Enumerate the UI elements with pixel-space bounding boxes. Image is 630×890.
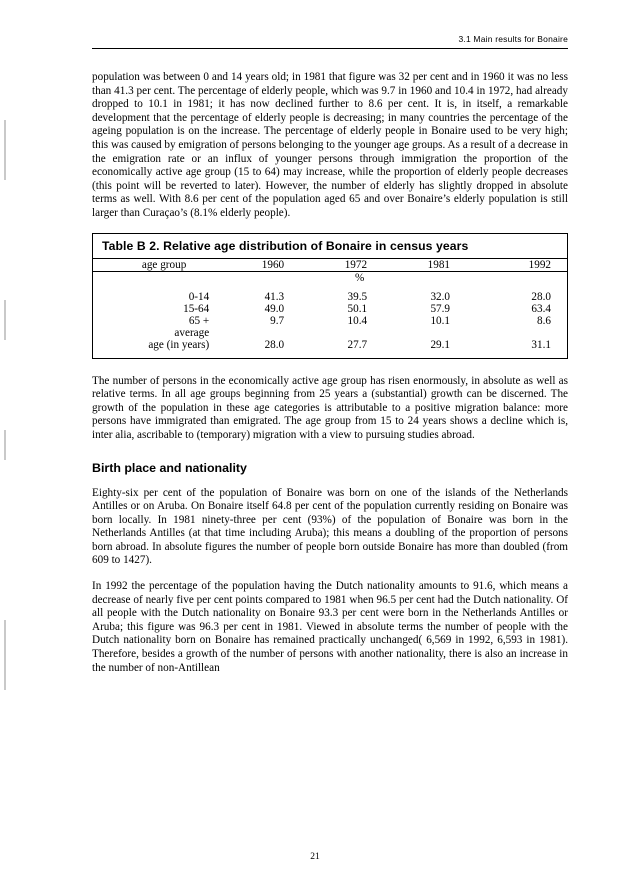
header-rule xyxy=(92,48,568,49)
table-header-row xyxy=(93,259,567,272)
cell-0-14-1981: 32.0 xyxy=(430,290,451,303)
column-header-1972: 1972 xyxy=(344,258,368,271)
table-unit-row xyxy=(93,271,567,284)
table-row xyxy=(93,339,567,351)
paragraph-birth-place: Eighty-six per cent of the population of Bonaire was born on one of the islands of the Netherlands Antilles or on Aruba. On Bonaire itself 64.8 per cent of the population currently residing on Bonaire was born locally. In 1981 ninety-three per cent (93%) of the population of Bonaire was born in the Netherlands Antilles (at that time including Aruba); this means a doubling of the proportion of persons born abroad. In absolute figures the number of people born outside Bonaire has more than doubled (from 609 to 1427). xyxy=(92,486,568,567)
row-label-average: average xyxy=(174,326,210,339)
unit-row-empty xyxy=(93,271,235,284)
cell-15-64-1981: 57.9 xyxy=(430,302,451,315)
cell-65-plus-1981: 10.1 xyxy=(430,314,451,327)
cell-average-1972: 27.7 xyxy=(347,338,368,351)
row-label-65-plus: 65 + xyxy=(188,314,210,327)
cell-average-1981: 29.1 xyxy=(430,338,451,351)
cell-average-1992: 31.1 xyxy=(531,338,551,351)
row-label-average-age: age (in years) xyxy=(148,338,210,351)
cell-15-64-1992: 63.4 xyxy=(531,302,551,315)
paragraph-active-age-group: The number of persons in the economically active age group has risen enormously, in absolute as well as relative terms. In all age groups beginning from 25 years a (substantial) growth can be discerned. The growth of the population in these age categories is attributable to a positive migration balance: more persons have immigrated than emigrated. The age group from 15 to 24 years shows a decline which is, inter alia, ascribable to (temporary) migration with a view to pursuing studies abroad. xyxy=(92,374,568,441)
cell-0-14-1960: 41.3 xyxy=(264,290,285,303)
section-heading-birth-place: Birth place and nationality xyxy=(92,460,247,475)
table-title: Table B 2. Relative age distribution of Bonaire in census years xyxy=(93,234,567,259)
table-bottom-spacer xyxy=(93,351,567,358)
table-corner-label: age group xyxy=(141,258,187,271)
average-spacer-1981 xyxy=(401,327,484,339)
paragraph-nationality: In 1992 the percentage of the population having the Dutch nationality amounts to 91.6, which means a decrease of nearly five per cent points compared to 1981 when 96.5 per cent had the Dutch nationality. Of all people with the Dutch nationality on Bonaire 93.3 per cent were born in the Netherlands Antilles or Aruba; this figure was 96.3 per cent in 1981. Viewed in absolute terms the number of people with the Dutch nationality born on Bonaire has remained practically unchanged( 6,569 in 1992, 6,593 in 1981). Therefore, besides a growth of the number of persons with another nationality, there is also an increase in the number of non-Antillean xyxy=(92,580,568,674)
average-spacer-1960 xyxy=(235,327,318,339)
cell-65-plus-1972: 10.4 xyxy=(347,314,368,327)
average-spacer-1972 xyxy=(318,327,401,339)
cell-65-plus-1960: 9.7 xyxy=(270,314,285,327)
running-head: 3.1 Main results for Bonaire xyxy=(458,34,568,44)
column-header-1960: 1960 xyxy=(261,258,285,271)
unit-label-percent: % xyxy=(235,271,484,284)
table-row-average-label xyxy=(93,327,567,339)
unit-row-empty-right xyxy=(484,271,567,284)
table-row xyxy=(93,291,567,303)
cell-15-64-1960: 49.0 xyxy=(264,302,285,315)
row-label-15-64: 15-64 xyxy=(183,302,210,315)
age-distribution-table xyxy=(93,259,567,358)
row-label-0-14: 0-14 xyxy=(188,290,210,303)
table-row xyxy=(93,315,567,327)
cell-0-14-1972: 39.5 xyxy=(347,290,368,303)
table-spacer xyxy=(93,284,567,291)
cell-15-64-1972: 50.1 xyxy=(347,302,368,315)
column-header-1981: 1981 xyxy=(427,258,451,271)
table-b2 xyxy=(92,233,568,359)
cell-0-14-1992: 28.0 xyxy=(531,290,551,303)
cell-average-1960: 28.0 xyxy=(264,338,285,351)
cell-65-plus-1992: 8.6 xyxy=(537,314,551,327)
page-number: 21 xyxy=(310,852,320,862)
average-spacer-1992 xyxy=(484,327,567,339)
column-header-1992: 1992 xyxy=(528,258,551,271)
table-row xyxy=(93,303,567,315)
paragraph-intro: population was between 0 and 14 years old; in 1981 that figure was 32 per cent and in 1960 it was no less than 41.3 per cent. The percentage of elderly people, which was 9.7 in 1960 and 10.4 in 1972, had already dropped to 10.1 in 1981; it has now declined further to 8.6 per cent. It is, in itself, a remarkable development that the percentage of elderly people is decreasing; in many countries the percentage of the ageing population is on the increase. The percentage of elderly people in Bonaire used to be very high; this was caused by emigration of persons belonging to the younger age groups. As a result of a decrease in the emigration rate or an influx of younger persons through immigration the proportion of the economically active age group (15 to 64) may increase, while the proportion of elderly people decreases (this point will be reverted to later). However, the number of elderly has slightly dropped in absolute terms as well. With 8.6 per cent of the population aged 65 and over Bonaire’s elderly population is still larger than Curaçao’s (8.1% elderly people). xyxy=(92,71,568,219)
